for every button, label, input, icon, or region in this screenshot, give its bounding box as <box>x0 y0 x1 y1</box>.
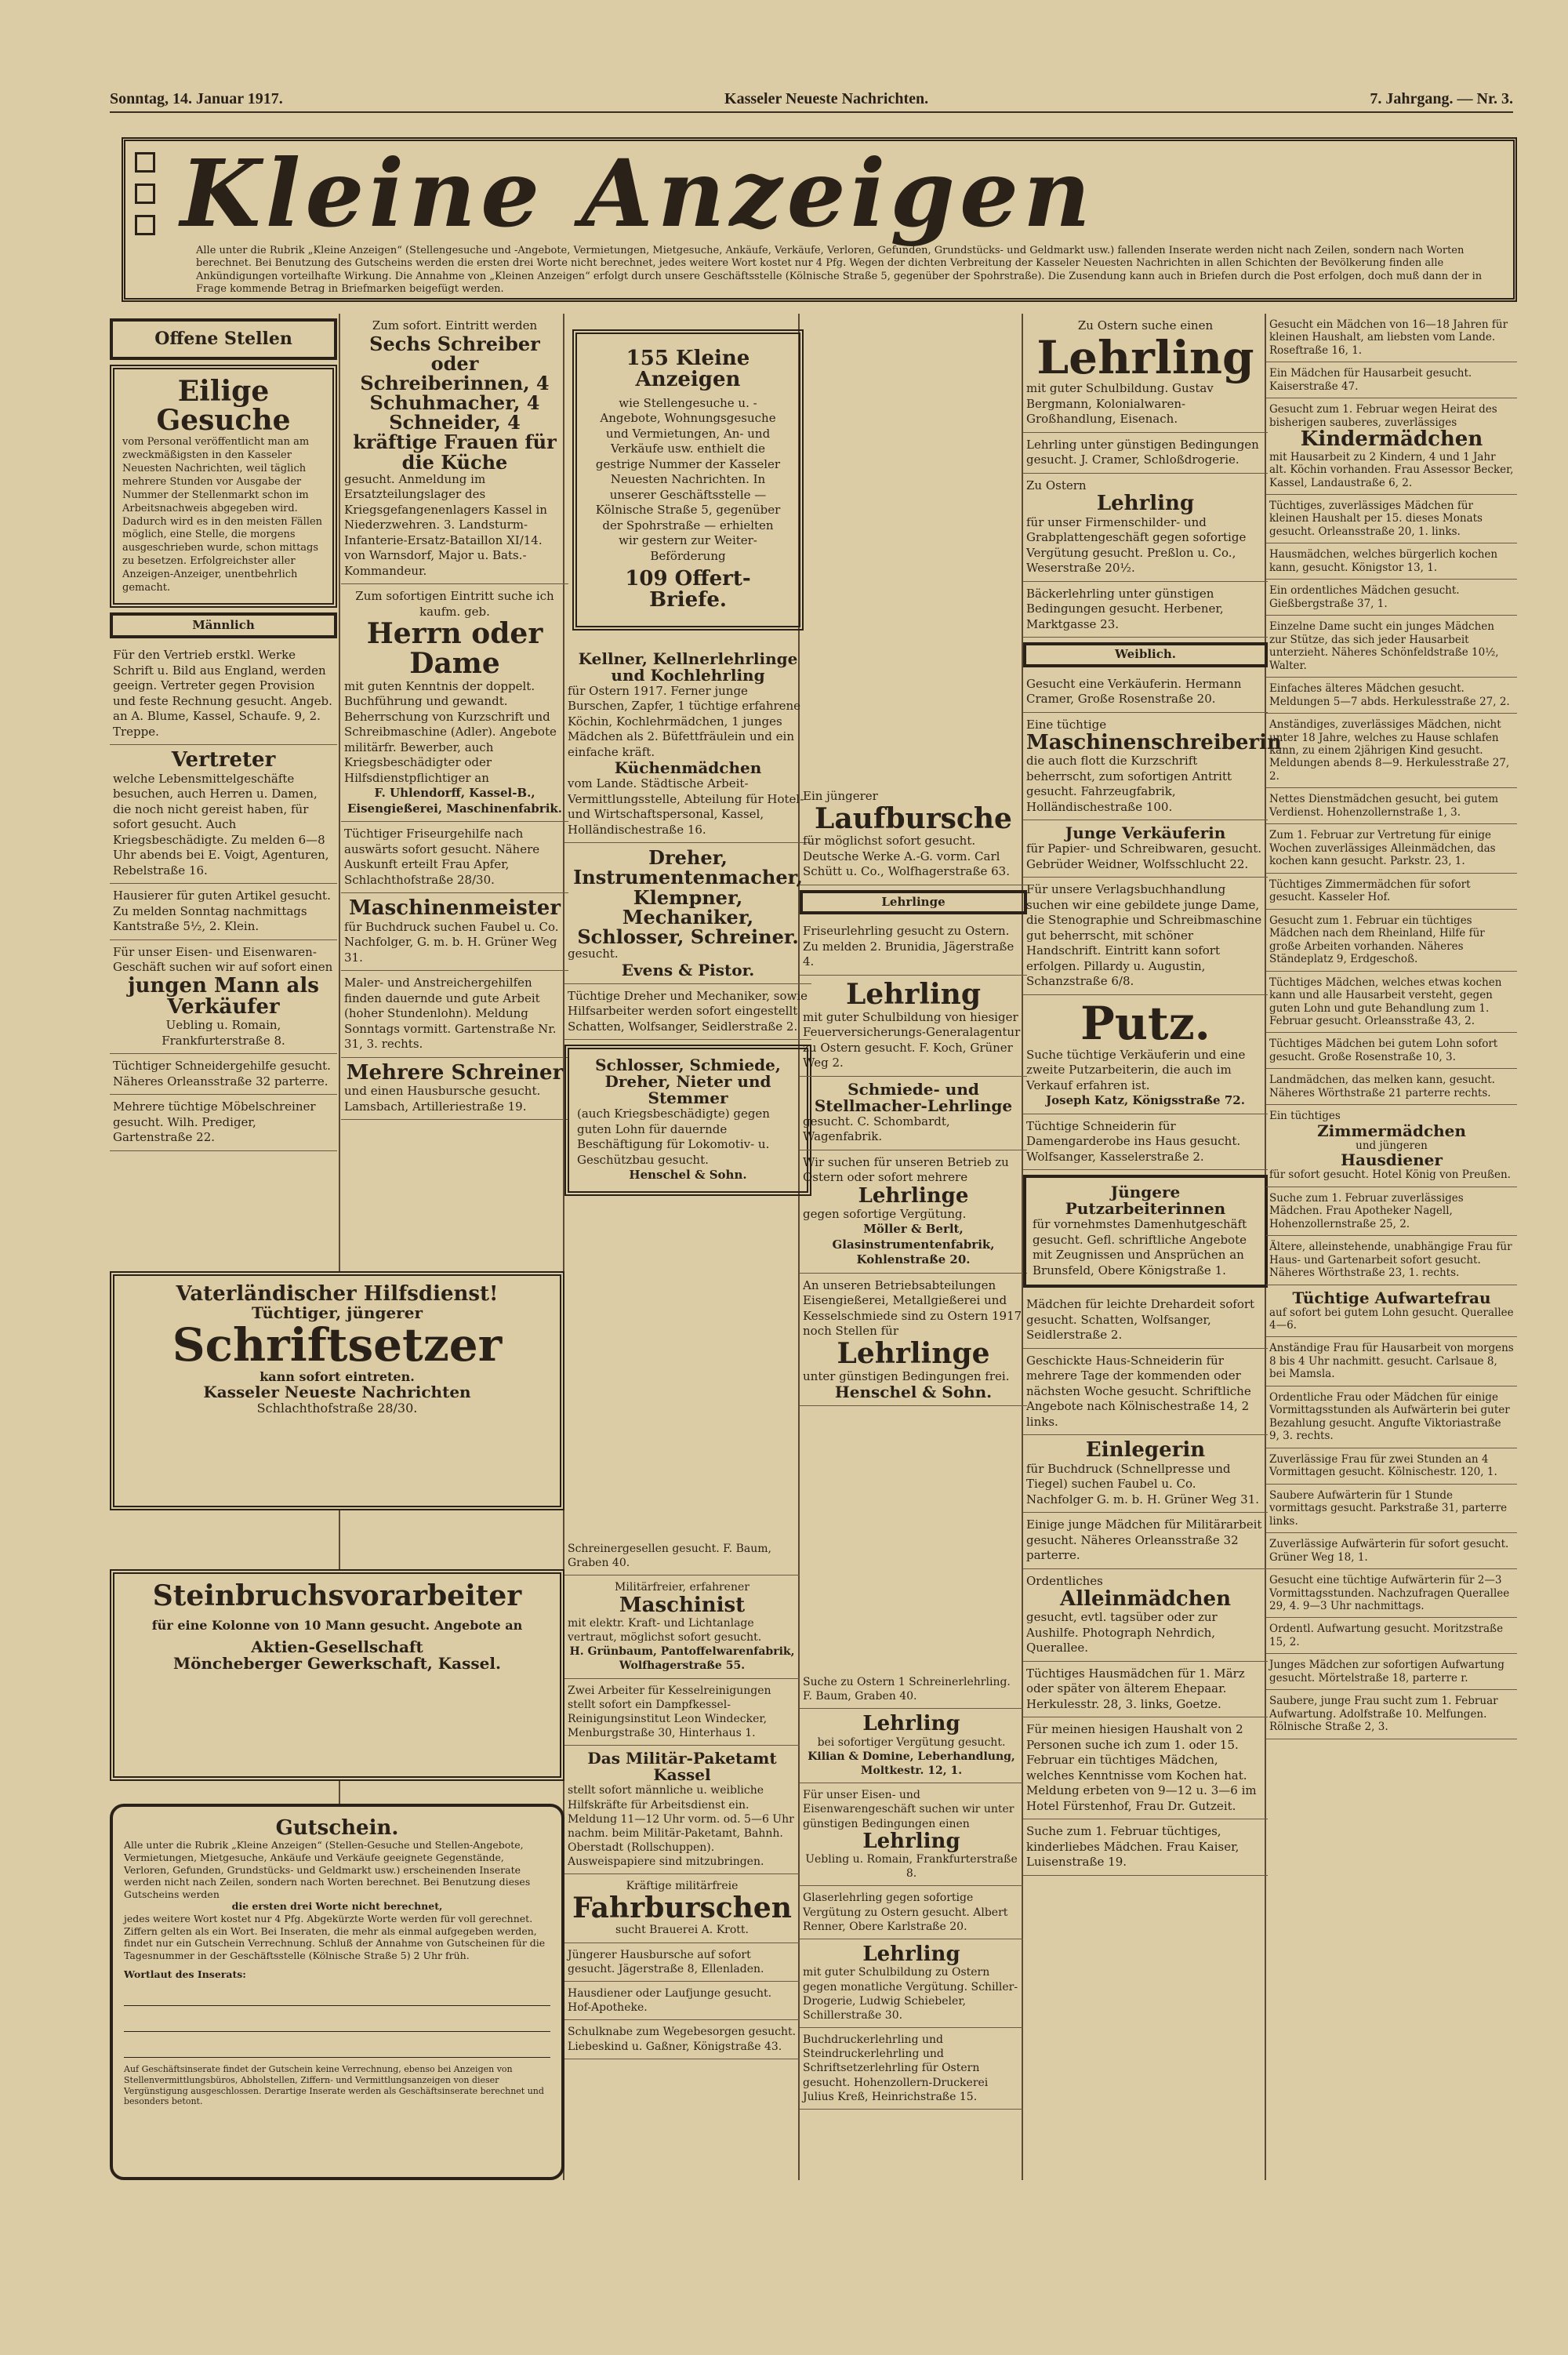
ad-headline: Schlosser, Schmiede, Dreher, Nieter und Stemmer <box>595 1056 781 1108</box>
column-2 <box>341 314 568 1120</box>
ad-text: Wir suchen für unseren Betrieb zu Ostern oder sofort mehrere <box>803 1154 1009 1185</box>
section-head-maennlich: Männlich <box>110 612 337 639</box>
ad-signature: Möncheberger Gewerkschaft, Kassel. <box>173 1653 501 1673</box>
ad-headline: Kellner, Kellnerlehrlinge und Kochlehrling <box>578 649 798 685</box>
ad-headline: Mehrere Schreiner <box>346 1060 564 1085</box>
section-head-weiblich: Weiblich. <box>1023 642 1268 667</box>
ad-signature: Henschel & Sohn. <box>629 1168 747 1183</box>
classified-ad <box>564 646 811 844</box>
coupon-highlight: die ersten drei Worte nicht berechnet, <box>231 1900 443 1913</box>
classified-ad: Hausmädchen, welches bürgerlich kochen kann, gesucht. Königstor 13, 1. <box>1266 543 1517 580</box>
ad-signature: Kilian & Domine, Leberhandlung, Moltkestr. 12, 1. <box>808 1750 1015 1778</box>
classified-ad: Tüchtiges, zuverlässiges Mädchen für kleinen Haushalt per 15. dieses Monats gesucht. Orleansstraße 20, 1. links. <box>1266 495 1517 543</box>
classified-ad <box>564 1575 800 1678</box>
classified-ad: Suche zu Ostern 1 Schreinerlehrling. F. Baum, Graben 40. <box>800 1670 1023 1709</box>
classified-ad <box>1023 820 1268 878</box>
classified-ad: Zuverlässige Aufwärterin für sofort gesucht. Grüner Weg 18, 1. <box>1266 1533 1517 1569</box>
ad-text: auf sofort bei gutem Lohn gesucht. Querallee 4—6. <box>1269 1306 1514 1332</box>
ad-text: Zum sofort. Eintritt werden <box>372 318 538 333</box>
classified-ad: Einfaches älteres Mädchen gesucht. Meldungen 5—7 abds. Herkulesstraße 27, 2. <box>1266 678 1517 714</box>
section-head-lehrlinge: Lehrlinge <box>800 890 1027 915</box>
classified-ad <box>341 893 568 971</box>
classified-ad <box>341 314 568 584</box>
coupon-title: Gutschein. <box>275 1816 399 1840</box>
classified-ad: Ältere, alleinstehende, unabhängige Frau für Haus- und Gartenarbeit sofort gesucht. Näheres Wörthstraße 23, 1. rechts. <box>1266 1236 1517 1285</box>
classified-ad: Landmädchen, das melken kann, gesucht. Näheres Wörthstraße 21 parterre rechts. <box>1266 1069 1517 1105</box>
ad-headline: Lehrling <box>862 1712 960 1736</box>
ad-headline: Vertreter <box>171 748 276 772</box>
ad-text: Zu Ostern suche einen <box>1077 318 1214 333</box>
classified-ad: Für meinen hiesigen Haushalt von 2 Personen suche ich zum 1. oder 15. Februar ein tüchtiges Mädchen, welches Kenntnisse vom Kochen hat. Meldung erbeten von 9—12 u. 3—6 im Hotel Fürstenhof, Frau Dr. Gutzeit. <box>1023 1717 1268 1819</box>
ad-text: An unseren Betriebsabteilungen Eisengießerei, Metallgießerei und Kesselschmiede sind zu Ostern 1917 noch Stellen für <box>803 1277 1022 1339</box>
classified-ad <box>110 940 337 1055</box>
classified-ad <box>800 1077 1027 1150</box>
classified-ad: Schreinergesellen gesucht. F. Baum, Graben 40. <box>564 1537 800 1575</box>
ad-headline: Lehrling <box>862 1943 960 1967</box>
ad-headline: Alleinmädchen <box>1060 1587 1231 1612</box>
ad-text: mit guter Schulbildung zu Ostern gegen monatliche Vergütung. Schiller-Drogerie, Ludwig Schiebeler, Schillerstraße 30. <box>803 1966 1018 2022</box>
classified-ad: Tüchtige Dreher und Mechaniker, sowie Hilfsarbeiter werden sofort eingestellt Schatten, Wolfsanger, Seidlerstraße 2. <box>564 984 811 1041</box>
classified-ad: Tüchtiges Mädchen bei gutem Lohn sofort gesucht. Große Rosenstraße 10, 3. <box>1266 1033 1517 1069</box>
ad-text: kann sofort eintreten. <box>260 1369 415 1385</box>
ad-signature: Aktien-Gesellschaft <box>251 1637 423 1656</box>
classified-ad: Tüchtiger Friseurgehilfe nach auswärts sofort gesucht. Nähere Auskunft erteilt Frau Apfer, Schlachthofstraße 28/30. <box>341 822 568 893</box>
statistics-text: wie Stellengesuche u. -Angebote, Wohnungsgesuche und Vermietungen, An- und Verkäufe usw. enthielt die gestrige Nummer der Kasseler Neuesten Nachrichten. In unserer Geschäftsstelle — Kölnische Straße 5, gegenüber der Spohrstraße — erhielten wir gestern zur Weiter-Beförderung <box>595 395 781 563</box>
ad-text: Kräftige militärfreie <box>626 1880 739 1893</box>
classified-ad: Tüchtiger Schneidergehilfe gesucht. Näheres Orleansstraße 32 parterre. <box>110 1054 337 1095</box>
classified-ad: Für unsere Verlagsbuchhandlung suchen wir eine gebildete junge Dame, die Stenographie und Schreibmaschine gut beherrscht, mit schöner Handschrift. Eintritt kann sofort erfolgen. Pillardy u. Augustin, Schanzstraße 6/8. <box>1023 878 1268 995</box>
classified-ad: Hausdiener oder Laufjunge gesucht. Hof-Apotheke. <box>564 1982 800 2020</box>
section-head-offene-stellen: Offene Stellen <box>110 318 337 360</box>
ad-text: für unser Firmenschilder- und Grabplattengeschäft gegen sofortige Vergütung gesucht. Preßlon u. Co., Weserstraße 20½. <box>1026 514 1247 576</box>
ad-text: und einen Hausbursche gesucht. Lamsbach, Artilleriestraße 19. <box>344 1084 541 1114</box>
banner-intro: Alle unter die Rubrik „Kleine Anzeigen“ (Stellengesuche und -Angebote, Vermietungen, Mietgesuche, Ankäufe, Verkäufe, Verloren, Gefunden, Grundstücks- und Geldmarkt usw.) fallenden Inserate werden nicht nach Zeilen, sondern nach Worten berechnet. Bei Benutzung des Gutscheins werden die ersten drei Worte nicht berechnet, jedes weitere Wort kostet nur 4 Pfg. Wegen der dichten Verbreitung der Kasseler Neuesten Nachrichten in allen Schichten der Bevölkerung finden alle Ankündigungen vorteilhafte Wirkung. Die Annahme von „Kleinen Anzeigen“ erfolgt durch unsere Geschäftsstelle (Kölnische Straße 5, gegenüber der Spohrstraße). Die Zusendung kann auch in Briefen durch die Post erfolgen, doch muß dann der in Frage kommende Betrag in Briefmarken beigefügt werden. <box>196 245 1483 295</box>
classified-ad: Einzelne Dame sucht ein junges Mädchen zur Stütze, das sich jeder Hausarbeit unterzieht. Näheres Schönfeldstraße 10½, Walter. <box>1266 616 1517 678</box>
coupon-footnote: Auf Geschäftsinserate findet der Gutschein keine Verrechnung, ebenso bei Anzeigen von Stellenvermittlungsbüros, Abholstellen, Ziffern- und Vermittlungsanzeigen von dieser Vergünstigung ausgeschlossen. Derartige Inserate werden als Geschäftsinserate berechnet und besonders betont. <box>124 2064 544 2107</box>
classified-ad <box>1266 398 1517 495</box>
paper-name: Kasseler Neueste Nachrichten. <box>724 90 929 107</box>
classified-ad: Suche zum 1. Februar tüchtiges, kinderliebes Mädchen. Frau Kaiser, Luisenstraße 19. <box>1023 1819 1268 1876</box>
classified-ad: Tüchtiges Mädchen, welches etwas kochen kann und alle Hausarbeit versteht, gegen guten Lohn und gute Behandlung zum 1. Februar gesucht. Orleansstraße 43, 2. <box>1266 972 1517 1034</box>
classified-ad <box>800 1939 1023 2028</box>
ad-text: sucht Brauerei A. Krott. <box>615 1924 749 1937</box>
ad-text: Zum sofortigen Eintritt suche ich kaufm. geb. <box>355 589 554 619</box>
classified-ad-boxed <box>1023 1175 1268 1288</box>
lower-middle-column <box>564 1537 800 2059</box>
ad-headline: Sechs Schreiber oder Schreiberinnen, 4 Schuhmacher, 4 Schneider, 4 kräftige Frauen für die Küche <box>353 332 557 474</box>
issue-date: Sonntag, 14. Januar 1917. <box>110 90 283 107</box>
classified-ad <box>1023 1435 1268 1513</box>
ad-headline: Schriftsetzer <box>172 1318 503 1372</box>
ad-headline: Junge Verkäuferin <box>1065 823 1226 843</box>
classified-ad: Mädchen für leichte Drehardeit sofort gesucht. Schatten, Wolfsanger, Seidlerstraße 2. <box>1023 1292 1268 1349</box>
ad-text: gesucht. C. Schombardt, Wagenfabrik. <box>803 1114 950 1144</box>
hilfsdienst-ad <box>110 1271 564 1510</box>
eilige-title: Eilige Gesuche <box>156 374 291 438</box>
column-4 <box>800 314 1027 1406</box>
ad-text: Für unser Eisen- und Eisenwarengeschäft suchen wir unter günstigen Bedingungen einen <box>803 1789 1014 1830</box>
classified-ad: Hausierer für guten Artikel gesucht. Zu melden Sonntag nachmittags Kantstraße 5½, 2. Klein. <box>110 884 337 940</box>
classified-ad <box>341 584 568 822</box>
ad-headline: Dreher, Instrumentenmacher, Klempner, Mechaniker, Schlosser, Schreiner. <box>573 846 803 948</box>
classified-ad <box>800 1150 1027 1274</box>
ad-headline: jungen Mann als Verkäufer <box>128 973 319 1019</box>
classified-ad <box>1266 1285 1517 1338</box>
kleine-anzeigen-banner <box>122 137 1517 302</box>
ad-headline: Kindermädchen <box>1300 427 1483 452</box>
classified-ad: Schulknabe zum Wegebesorgen gesucht. Liebeskind u. Gaßner, Königstraße 43. <box>564 2020 800 2059</box>
classified-ad: Anständiges, zuverlässiges Mädchen, nicht unter 18 Jahre, welches zu Hause schlafen kann, zu einem 2jährigen Kind gesucht. Meldungen abends 8—9. Herkulesstraße 27, 2. <box>1266 714 1517 788</box>
ad-text: Suche tüchtige Verkäuferin und eine zweite Putzarbeiterin, die auch im Verkauf erfahren ist. <box>1026 1047 1246 1092</box>
ad-text: bei sofortiger Vergütung gesucht. <box>817 1735 1006 1749</box>
ad-text: mit guten Kenntnis der doppelt. Buchführung und gewandt. Beherrschung von Kurzschrift und Schreibmaschine (Adler). Angebote militärfr. Bewerber, auch Kriegsbeschädigter oder Hilfsdienstpflichtiger an <box>344 678 557 785</box>
lower-column-4 <box>800 1670 1023 2110</box>
ad-text: Eine tüchtige <box>1026 717 1107 732</box>
ad-text: unter günstigen Bedingungen frei. <box>803 1368 1010 1383</box>
ad-text: für vornehmstes Damenhutgeschäft gesucht. Gefl. schriftliche Angebote mit Zeugnissen und Ansprüchen an Brunsfeld, Obere Königstraße 1. <box>1033 1217 1247 1277</box>
classified-ad <box>564 1746 800 1874</box>
classified-ad: Ordentliche Frau oder Mädchen für einige Vormittagsstunden als Aufwärterin bei guter Bezahlung gesucht. Angufte Viktoriastraße 9, 3. rechts. <box>1266 1386 1517 1448</box>
ad-text: Für unser Eisen- und Eisenwaren-Geschäft suchen wir auf sofort einen <box>113 944 333 975</box>
coupon-write-line[interactable] <box>124 1985 550 2006</box>
ad-text: für Papier- und Schreibwaren, gesucht. Gebrüder Weidner, Wolfsschlucht 22. <box>1026 841 1261 871</box>
classified-ad: Maler- und Anstreichergehilfen finden dauernde und gute Arbeit (hoher Stundenlohn). Meldung Sonntags vormitt. Gartenstraße Nr. 31, 3. rechts. <box>341 971 568 1058</box>
coupon-field-label: Wortlaut des Inserats: <box>124 1968 246 1980</box>
ad-text: Zu Ostern <box>1026 478 1087 492</box>
ad-text: (auch Kriegsbeschädigte) gegen guten Lohn für dauernde Beschäftigung für Lokomotiv- u. Geschützbau gesucht. <box>577 1107 770 1167</box>
classified-ad: Gesucht eine tüchtige Aufwärterin für 2—3 Vormittagsstunden. Nachzufragen Querallee 29, 4. 9—3 Uhr nachmittags. <box>1266 1569 1517 1618</box>
classified-ad: Bäckerlehrling unter günstigen Bedingungen gesucht. Herbener, Marktgasse 23. <box>1023 582 1268 638</box>
ad-text: für Buchdruck (Schnellpresse und Tiegel) suchen Faubel u. Co. Nachfolger G. m. b. H. Grüner Weg 31. <box>1026 1461 1260 1506</box>
classified-ad: Junges Mädchen zur sofortigen Aufwartung gesucht. Mörtelstraße 18, parterre r. <box>1266 1654 1517 1690</box>
ad-headline: Lehrling <box>1096 492 1195 516</box>
masthead <box>110 90 1513 113</box>
classified-ad <box>1023 474 1268 582</box>
banner-title: Kleine Anzeigen <box>180 139 1095 248</box>
ad-headline: Fahrburschen <box>572 1891 792 1924</box>
ad-text: gesucht. Anmeldung im Ersatzteilungslager des Kriegsgefangenenlagers Kassel in Niederzwehren. 3. Landsturm-Infanterie-Ersatz-Bataillon XI/14. von Warnsdorf, Major u. Bats.-Kommandeur. <box>344 471 547 578</box>
column-3 <box>564 314 811 1201</box>
column-6 <box>1266 314 1517 1739</box>
ad-headline: Tüchtige Aufwartefrau <box>1292 1288 1491 1307</box>
classified-ad: Saubere Aufwärterin für 1 Stunde vormittags gesucht. Parkstraße 31, parterre links. <box>1266 1485 1517 1533</box>
ad-headline: Vaterländischer Hilfsdienst! <box>176 1282 499 1306</box>
classified-ad: Tüchtiges Zimmermädchen für sofort gesucht. Kasseler Hof. <box>1266 874 1517 910</box>
ad-text: gesucht, evtl. tagsüber oder zur Aushilfe. Photograph Nehrdich, Querallee. <box>1026 1610 1218 1655</box>
eilige-text: vom Personal veröffentlicht man am zweckmäßigsten in den Kasseler Neuesten Nachrichten, weil täglich mehrere Stunden vor Ausgabe der Nummer der Stellenmarkt schon im Arbeitsnachweis abgegeben wird. Dadurch wird es in den meisten Fällen möglich, eine Stelle, die morgens ausgeschrieben wurde, schon mittags zu besetzen. Erfolgreichster aller Anzeigen-Anzeiger, unentbehrlich gemacht. <box>122 436 323 594</box>
classified-ad: Ordentl. Aufwartung gesucht. Moritzstraße 15, 2. <box>1266 1618 1517 1654</box>
ad-headline: Laufbursche <box>815 801 1012 835</box>
classified-ad-boxed <box>564 1045 811 1196</box>
ad-headline: Maschinenmeister <box>348 896 561 921</box>
classified-ad <box>1266 1105 1517 1187</box>
classified-ad: Friseurlehrling gesucht zu Ostern. Zu melden 2. Brunidia, Jägerstraße 4. <box>800 919 1027 976</box>
classified-ad: Gesucht eine Verkäuferin. Hermann Cramer, Große Rosenstraße 20. <box>1023 672 1268 713</box>
coupon-write-line[interactable] <box>124 2011 550 2032</box>
issue-number: 7. Jahrgang. — Nr. 3. <box>1370 90 1513 107</box>
ad-address: Schlachthofstraße 28/30. <box>256 1401 418 1416</box>
steinbruch-ad <box>110 1569 564 1781</box>
ad-signature: F. Uhlendorff, Kassel-B., Eisengießerei, Maschinenfabrik. <box>347 786 563 816</box>
classified-ad: Mehrere tüchtige Möbelschreiner gesucht. Wilh. Prediger, Gartenstraße 22. <box>110 1095 337 1151</box>
classified-ad <box>110 745 337 884</box>
coupon-text: jedes weitere Wort kostet nur 4 Pfg. Abgekürzte Worte werden für voll gerechnet. Ziffern gelten als ein Wort. Bei Inseraten, die mehr als einmal aufgegeben werden, findet nur ein Gutschein Verrechnung. Schluß der Annahme von Gutscheinen für die Tagesnummer in der Geschäftsstelle (Kölnische Straße 5) 2 Uhr früh. <box>124 1913 546 1961</box>
ad-text: stellt sofort männliche u. weibliche Hilfskräfte für Arbeitsdienst ein. Meldung 11—12 Uhr vorm. od. 5—6 Uhr nachm. beim Militär-Paketamt, Bahnh. Oberstadt (Rollschuppen). Ausweispapiere sind mitzubringen. <box>568 1784 794 1869</box>
classified-ad <box>800 1274 1027 1406</box>
ad-text: Ein jüngerer <box>803 789 878 803</box>
classified-ad <box>800 1783 1023 1886</box>
banner-ornament <box>135 152 157 246</box>
ad-text: für eine Kolonne von 10 Mann gesucht. Angebote an <box>151 1617 523 1633</box>
classified-ad: Zuverlässige Frau für zwei Stunden an 4 Vormittagen gesucht. Kölnischestr. 120, 1. <box>1266 1448 1517 1485</box>
ad-headline: Putz. <box>1080 996 1210 1050</box>
ad-text: vom Lande. Städtische Arbeit-Vermittlungsstelle, Abteilung für Hotel- und Wirtschaftspersonal, Kassel, Holländischestraße 16. <box>568 776 804 837</box>
classified-ad: Suche zum 1. Februar zuverlässiges Mädchen. Frau Apotheker Nagell, Hohenzollernstraße 25, 2. <box>1266 1187 1517 1236</box>
classified-ad: Buchdruckerlehrling und Steindruckerlehrling und Schriftsetzerlehrling für Ostern gesucht. Hohenzollern-Druckerei Julius Kreß, Heinrichstraße 15. <box>800 2028 1023 2110</box>
column-spacer <box>800 314 1027 784</box>
gutschein-coupon <box>110 1804 564 2180</box>
ad-headline: Küchenmädchen <box>614 758 762 778</box>
ad-text: mit Hausarbeit zu 2 Kindern, 4 und 1 Jahr alt. Köchin vorhanden. Frau Assessor Becker, Kassel, Landaustraße 6, 2. <box>1269 450 1514 489</box>
classified-ad: Tüchtige Schneiderin für Damengarderobe ins Haus gesucht. Wolfsanger, Kasselerstraße 2. <box>1023 1114 1268 1171</box>
ad-text: Gesucht zum 1. Februar wegen Heirat des bisherigen sauberes, zuverlässiges <box>1269 403 1497 429</box>
statistics-count: 109 Offert-Briefe. <box>625 567 751 612</box>
classified-ad <box>1023 995 1268 1114</box>
ad-headline: Schmiede- und Stellmacher-Lehrlinge <box>814 1079 1013 1115</box>
ad-text: gegen sofortige Vergütung. <box>803 1206 967 1221</box>
classified-ad: Zum 1. Februar zur Vertretung für einige Wochen zuverlässiges Alleinmädchen, das kochen kann gesucht. Parkstr. 23, 1. <box>1266 824 1517 873</box>
ad-headline: Maschinist <box>619 1593 746 1617</box>
statistics-box <box>572 329 804 631</box>
ad-headline: Lehrling <box>1036 330 1254 384</box>
ad-text: welche Lebensmittelgeschäfte besuchen, auch Herren u. Damen, die noch nicht gereist haben, für sofort gesucht. Auch Kriegsbeschädigte. Zu melden 6—8 Uhr abends bei E. Voigt, Agenturen, Rebelstraße 16. <box>113 771 329 878</box>
coupon-text: Alle unter die Rubrik „Kleine Anzeigen“ (Stellen-Gesuche und Stellen-Angebote, Vermietungen, Mietgesuche, Ankäufe und Verkäufe geeignete Gegenstände, Verloren, Gefunden, Grundstücks- und Geldmarkt usw.) erscheinenden Inserate werden nicht nach Zeilen, sondern nach Worten berechnet. Bei Benutzung dieses Gutscheins werden <box>124 1839 531 1900</box>
ad-headline: Lehrling <box>845 977 982 1011</box>
ad-text: mit elektr. Kraft- und Lichtanlage vertraut, möglichst sofort gesucht. <box>568 1616 762 1645</box>
ad-signature: Uebling u. Romain, Frankfurterstraße 8. <box>805 1853 1018 1881</box>
classified-ad: Ein ordentliches Mädchen gesucht. Gießbergstraße 37, 1. <box>1266 580 1517 616</box>
classified-ad: Geschickte Haus-Schneiderin für mehrere Tage der kommenden oder nächsten Woche gesucht. Schriftliche Angebote nach Kölnischestraße 14, 2 links. <box>1023 1349 1268 1436</box>
ad-text: und jüngeren <box>1356 1139 1428 1152</box>
ad-headline: Maschinenschreiberin <box>1026 731 1282 755</box>
statistics-title: 155 Kleine Anzeigen <box>626 347 750 392</box>
ad-headline: Steinbruchsvorarbeiter <box>152 1579 522 1612</box>
ad-text: Militärfreier, erfahrener <box>615 1581 750 1594</box>
classified-ad: Jüngerer Hausbursche auf sofort gesucht. Jägerstraße 8, Ellenladen. <box>564 1943 800 1982</box>
ad-signature: Evens & Pistor. <box>621 960 755 979</box>
classified-ad <box>1023 1569 1268 1662</box>
ad-text: für möglichst sofort gesucht. Deutsche Werke A.-G. vorm. Carl Schütt u. Co., Wolfhagerstraße 63. <box>803 834 1010 879</box>
classified-ad <box>800 976 1027 1077</box>
classified-ad <box>564 843 811 983</box>
classified-ad: Gesucht ein Mädchen von 16—18 Jahren für kleinen Haushalt, am liebsten vom Lande. Roseftraße 16, 1. <box>1266 314 1517 362</box>
ad-signature: Uebling u. Romain, Frankfurterstraße 8. <box>162 1018 285 1048</box>
ad-text: mit guter Schulbildung. Gustav Bergmann, Kolonialwaren-Großhandlung, Eisenach. <box>1026 381 1214 427</box>
ad-headline: Hausdiener <box>1341 1150 1443 1170</box>
classified-ad <box>800 1709 1023 1783</box>
ad-subheadline: Tüchtiger, jüngerer <box>252 1303 423 1323</box>
ad-text: die auch flott die Kurzschrift beherrscht, zum sofortigen Antritt gesucht. Fahrzeugfabrik, Holländischestraße 100. <box>1026 754 1232 814</box>
classified-ad <box>341 1058 568 1120</box>
column-5 <box>1023 314 1282 1876</box>
ad-text: Ordentliches <box>1026 1573 1103 1588</box>
classified-ad: Zwei Arbeiter für Kesselreinigungen stellt sofort ein Dampfkessel-Reinigungsinstitut Leon Windecker, Menburgstraße 30, Hinterhaus 1. <box>564 1679 800 1746</box>
classified-ad: Saubere, junge Frau sucht zum 1. Februar Aufwartung. Adolfstraße 10. Melfungen. Rölnische Straße 2, 3. <box>1266 1690 1517 1739</box>
ad-headline: Lehrlinge <box>858 1183 969 1208</box>
ad-text: für Buchdruck suchen Faubel u. Co. Nachfolger, G. m. b. H. Grüner Weg 31. <box>344 919 559 965</box>
classified-ad: Anständige Frau für Hausarbeit von morgens 8 bis 4 Uhr nachmitt. gesucht. Carlsaue 8, bei Mamsla. <box>1266 1337 1517 1386</box>
classified-ad: Glaserlehrling gegen sofortige Vergütung zu Ostern gesucht. Albert Renner, Obere Karlstraße 20. <box>800 1886 1023 1939</box>
classified-ad: Gesucht zum 1. Februar ein tüchtiges Mädchen nach dem Rheinland, Hilfe für große Arbeiten vorhanden. Näheres Ständeplatz 9, Erdgeschoß. <box>1266 910 1517 972</box>
ad-headline: Lehrling <box>862 1829 960 1853</box>
ad-headline: Einlegerin <box>1085 1438 1206 1463</box>
ad-signature: Kasseler Neueste Nachrichten <box>203 1383 471 1402</box>
classified-ad <box>564 1874 800 1943</box>
classified-ad <box>1023 713 1282 821</box>
ad-text: mit guter Schulbildung von hiesiger Feuerversicherungs-Generalagentur zu Ostern gesucht. F. Koch, Grüner Weg 2. <box>803 1009 1021 1070</box>
classified-ad: Lehrling unter günstigen Bedingungen gesucht. J. Cramer, Schloßdrogerie. <box>1023 433 1268 474</box>
classified-ad: Einige junge Mädchen für Militärarbeit gesucht. Näheres Orleansstraße 32 parterre. <box>1023 1513 1268 1569</box>
ad-signature: Henschel & Sohn. <box>834 1383 993 1402</box>
classified-ad <box>800 784 1027 885</box>
ad-headline: Herrn oder Dame <box>366 617 543 681</box>
classified-ad: Tüchtiges Hausmädchen für 1. März oder später von älterem Ehepaar. Herkulesstr. 28, 3. links, Goetze. <box>1023 1662 1268 1718</box>
ad-text: gesucht. <box>568 947 619 961</box>
ad-text: für Ostern 1917. Ferner junge Burschen, Zapfer, 1 tüchtige erfahrene Köchin, Kochlehrmädchen, 1 junges Mädchen als 2. Büfettfräulein und ein einfache kräft. <box>568 683 801 759</box>
ad-text: Ein tüchtiges <box>1269 1110 1341 1123</box>
column-1 <box>110 314 337 1151</box>
classified-ad: Nettes Dienstmädchen gesucht, bei gutem Verdienst. Hohenzollernstraße 1, 3. <box>1266 788 1517 824</box>
ad-headline: Zimmermädchen <box>1317 1121 1466 1140</box>
ad-signature: H. Grünbaum, Pantoffelwarenfabrik, Wolfhagerstraße 55. <box>569 1645 795 1673</box>
ad-text: für sofort gesucht. Hotel König von Preußen. <box>1269 1168 1511 1182</box>
classified-ad <box>1023 314 1268 433</box>
classified-ad: Für den Vertrieb erstkl. Werke Schrift u. Bild aus England, werden geeign. Vertreter gegen Provision und feste Rechnung gesucht. Angeb. an A. Blume, Kassel, Schaufe. 9, 2. Treppe. <box>110 643 337 745</box>
ad-signature: Joseph Katz, Königsstraße 72. <box>1046 1093 1245 1108</box>
ad-headline: Das Militär-Paketamt Kassel <box>587 1749 777 1785</box>
ad-signature: Möller & Berlt, Glasinstrumentenfabrik, Kohlenstraße 20. <box>832 1222 995 1267</box>
classified-ad: Ein Mädchen für Hausarbeit gesucht. Kaiserstraße 47. <box>1266 362 1517 398</box>
coupon-write-line[interactable] <box>124 2037 550 2058</box>
ad-headline: Lehrlinge <box>837 1336 990 1370</box>
eilige-gesuche-box <box>110 365 337 608</box>
ad-headline: Jüngere Putzarbeiterinnen <box>1065 1183 1226 1219</box>
